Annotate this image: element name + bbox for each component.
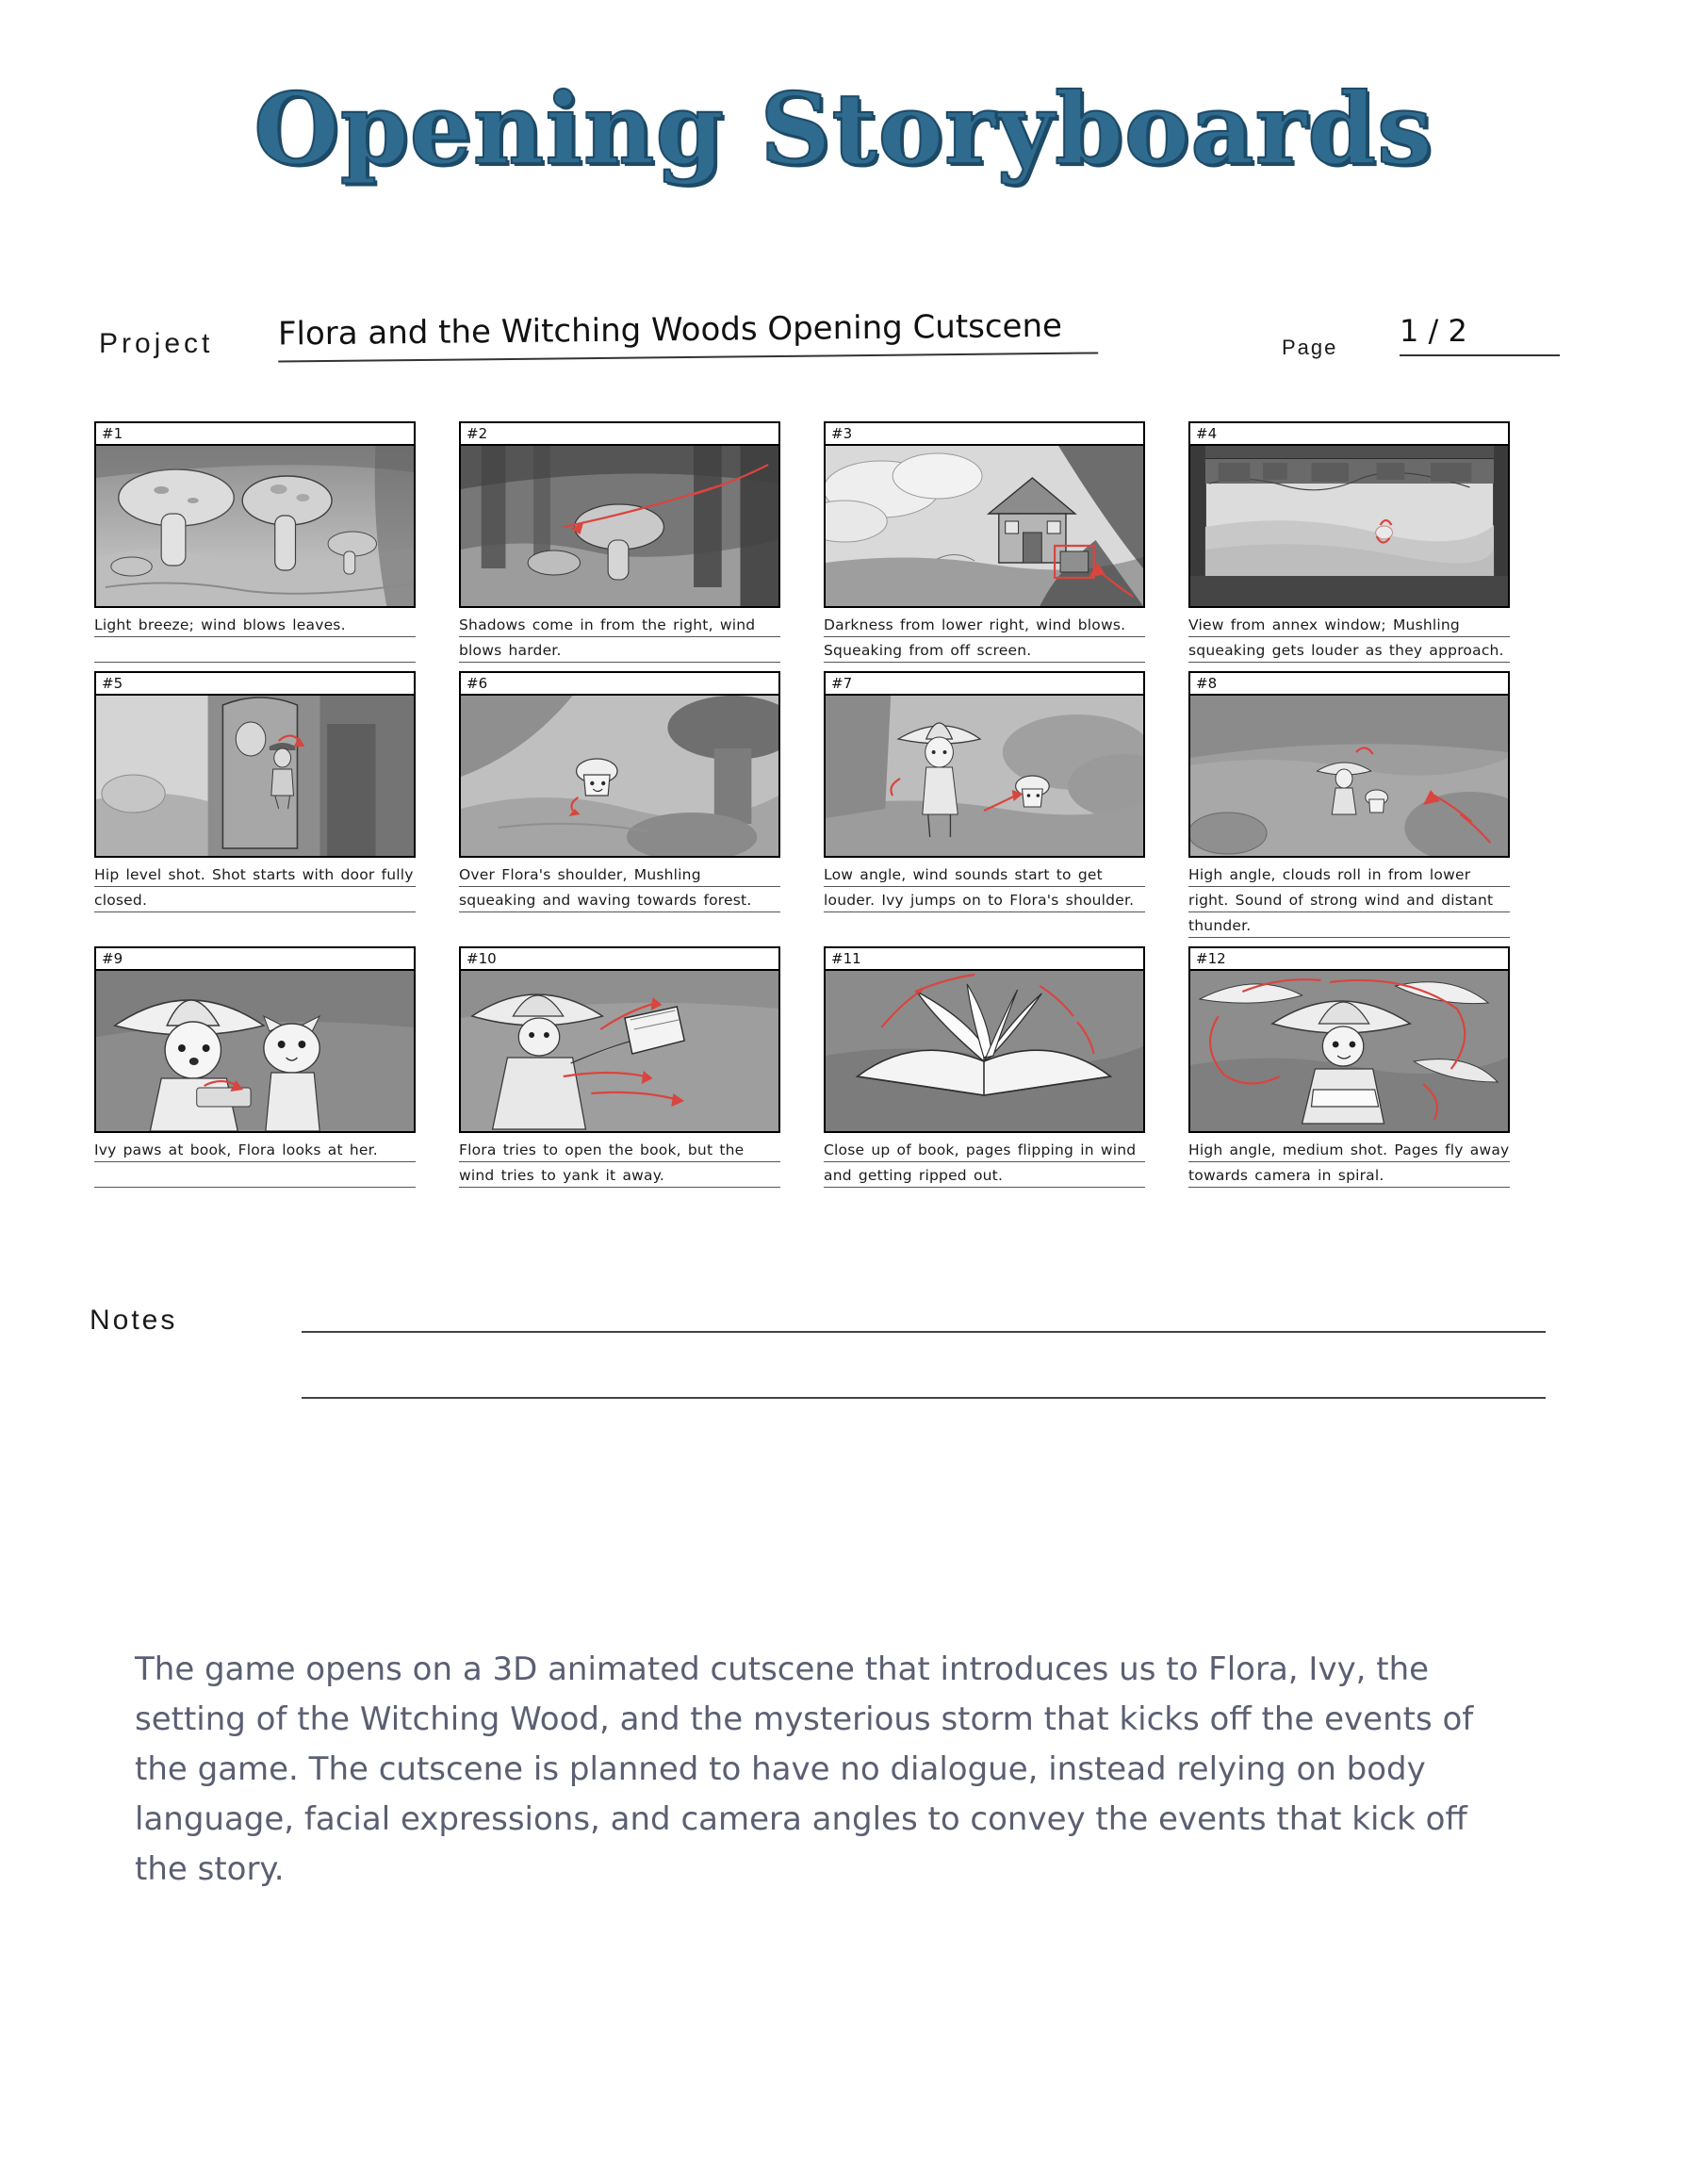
storyboard-cell[interactable] [824,946,1145,1189]
panel-caption: Over Flora's shoulder, Mushling squeaking and waving towards forest. [459,862,780,913]
panel-number: #7 [826,673,1143,696]
panel-frame[interactable] [824,946,1145,1133]
storyboard-cell[interactable] [459,421,780,664]
panel-number: #4 [1190,423,1508,446]
storyboard-cell[interactable] [94,421,416,664]
notes-section [90,1291,1560,1404]
panel-frame[interactable] [824,421,1145,608]
storyboard-cell[interactable] [824,421,1145,664]
panel-artwork-annex-window-view [1190,446,1508,606]
page-number-field[interactable]: 1 / 2 [1400,313,1560,356]
storyboard-cell[interactable] [459,946,780,1189]
storyboard-cell[interactable] [94,671,416,939]
panel-number: #10 [461,948,778,971]
panel-number: #11 [826,948,1143,971]
panel-caption: Low angle, wind sounds start to get louder. Ivy jumps on to Flora's shoulder. [824,862,1145,913]
description-text: The game opens on a 3D animated cutscene that introduces us to Flora, Ivy, the setting of the Witching Wood, and the mysterious storm that kicks off the events of the game. The cutscene is planned to have no dialogue, instead relying on body language, facial expressions, and camera angles to convey the events that kick off the story. [135,1650,1474,1888]
sketch-book-pages-closeup [826,971,1143,1131]
panel-artwork-low-angle-flora [826,696,1143,856]
panel-frame[interactable] [94,421,416,608]
storyboard-row [94,421,1550,664]
sketch-pages-spiral [1190,971,1508,1131]
sketch-mushroom-forest-floor [96,446,414,606]
storyboard-cell[interactable] [1188,946,1510,1189]
panel-caption: Light breeze; wind blows leaves. [94,613,416,664]
storyboard-cell[interactable] [1188,671,1510,939]
storyboard-grid [94,421,1550,1196]
panel-number: #8 [1190,673,1508,696]
storyboard-row [94,946,1550,1189]
sketch-flora-and-ivy-closeup [96,971,414,1131]
panel-artwork-door-opening [96,696,414,856]
sketch-forest-shadows [461,446,778,606]
panel-caption: Shadows come in from the right, wind blows harder. [459,613,780,664]
storyboard-cell[interactable] [94,946,416,1189]
panel-frame[interactable] [459,671,780,858]
panel-artwork-flora-and-ivy-closeup [96,971,414,1131]
project-label: Project [99,328,214,359]
panel-frame[interactable] [1188,946,1510,1133]
panel-number: #6 [461,673,778,696]
panel-caption: High angle, clouds roll in from lower right. Sound of strong wind and distant thunder. [1188,862,1510,939]
panel-frame[interactable] [824,671,1145,858]
panel-frame[interactable] [459,946,780,1133]
storyboard-row [94,671,1550,939]
panel-caption: High angle, medium shot. Pages fly away towards camera in spiral. [1188,1138,1510,1189]
storyboard-cell[interactable] [1188,421,1510,664]
panel-artwork-mushroom-forest-floor [96,446,414,606]
panel-artwork-cottage-exterior [826,446,1143,606]
panel-number: #1 [96,423,414,446]
panel-artwork-pages-spiral [1190,971,1508,1131]
page-label: Page [1282,336,1338,359]
project-name-field[interactable]: Flora and the Witching Woods Opening Cutscene [278,306,1098,362]
panel-frame[interactable] [1188,671,1510,858]
panel-frame[interactable] [94,946,416,1133]
notes-label: Notes [90,1305,178,1336]
panel-artwork-book-pages-closeup [826,971,1143,1131]
panel-caption: Ivy paws at book, Flora looks at her. [94,1138,416,1189]
notes-line-2[interactable] [302,1397,1546,1399]
storyboard-cell[interactable] [459,671,780,939]
panel-number: #3 [826,423,1143,446]
panel-caption: View from annex window; Mushling squeaking gets louder as they approach. [1188,613,1510,664]
sketch-low-angle-flora [826,696,1143,856]
sketch-high-angle-clouds [1190,696,1508,856]
panel-caption: Close up of book, pages flipping in wind and getting ripped out. [824,1138,1145,1189]
storyboard-cell[interactable] [824,671,1145,939]
panel-number: #5 [96,673,414,696]
panel-caption: Hip level shot. Shot starts with door fully closed. [94,862,416,913]
panel-number: #2 [461,423,778,446]
sketch-cottage-exterior [826,446,1143,606]
sketch-book-wind-struggle [461,971,778,1131]
sketch-over-shoulder-mushling [461,696,778,856]
notes-line-1[interactable] [302,1331,1546,1333]
panel-frame[interactable] [1188,421,1510,608]
panel-artwork-over-shoulder-mushling [461,696,778,856]
panel-frame[interactable] [94,671,416,858]
page-title: Opening Storyboards [254,71,1433,187]
sketch-door-opening [96,696,414,856]
project-header-row [99,306,1588,368]
sketch-annex-window-view [1190,446,1508,606]
page-title-wrap [0,71,1687,187]
panel-frame[interactable] [459,421,780,608]
panel-number: #12 [1190,948,1508,971]
panel-caption: Darkness from lower right, wind blows. Squeaking from off screen. [824,613,1145,664]
panel-number: #9 [96,948,414,971]
panel-artwork-forest-shadows [461,446,778,606]
panel-artwork-high-angle-clouds [1190,696,1508,856]
panel-artwork-book-wind-struggle [461,971,778,1131]
panel-caption: Flora tries to open the book, but the wind tries to yank it away. [459,1138,780,1189]
